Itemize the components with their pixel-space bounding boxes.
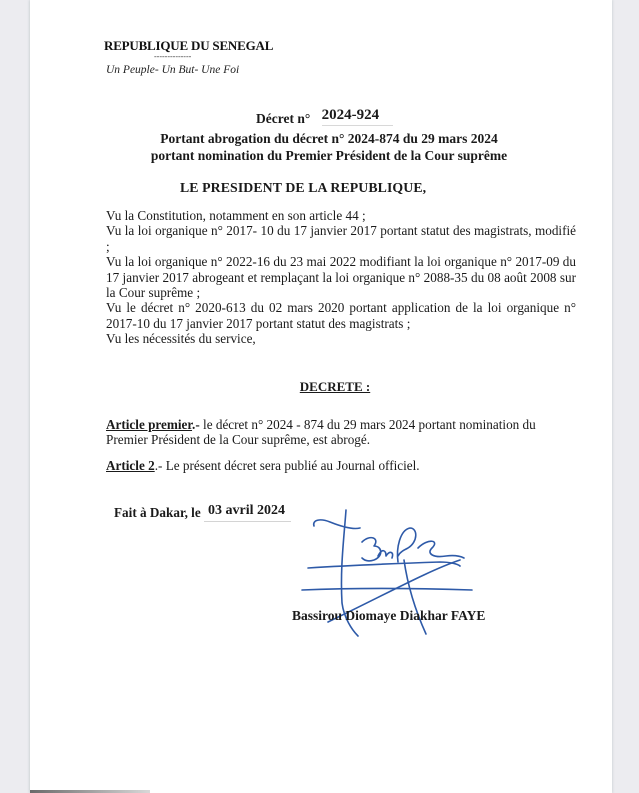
place-label: Fait à Dakar, le xyxy=(114,505,201,520)
article-separator: .- xyxy=(154,458,166,473)
visa-item: Vu le décret n° 2020-613 du 02 mars 2020 portant application de la loi organique n° 2017-10 du 17 janvier 2017 portant statut des magistrats ; xyxy=(106,300,576,331)
header-separator: -------------- xyxy=(154,52,192,61)
visa-item: Vu la loi organique n° 2022-16 du 23 mai 2022 modifiant la loi organique n° 2017-09 du 17 janvier 2017 abrogeant et remplaçant la loi organique n° 2088-35 du 08 août 2008 sur la Cour suprême ; xyxy=(106,254,576,301)
issuing-authority: LE PRESIDENT DE LA REPUBLIQUE, xyxy=(180,180,427,195)
place-and-date xyxy=(114,505,291,525)
article-text: Le présent décret sera publié au Journal officiel. xyxy=(165,458,420,473)
document-page xyxy=(30,0,612,793)
national-motto: Un Peuple- Un But- Une Foi xyxy=(106,64,240,76)
decree-title xyxy=(256,107,393,130)
visas-section xyxy=(106,208,576,347)
decree-label: Décret n° xyxy=(256,111,311,126)
date-value: 03 avril 2024 xyxy=(204,503,291,522)
decree-subtitle-line1: Portant abrogation du décret n° 2024-874 du 29 mars 2024 xyxy=(160,131,498,146)
signatory-name: Bassirou Diomaye Diakhar FAYE xyxy=(292,608,486,623)
visa-item: Vu la loi organique n° 2017- 10 du 17 janvier 2017 portant statut des magistrats, modifié ; xyxy=(106,223,576,254)
article-separator: .- xyxy=(192,417,204,432)
decrete-heading: DECRETE : xyxy=(299,379,371,394)
article-premier xyxy=(106,417,576,448)
country-header: REPUBLIQUE DU SENEGAL xyxy=(104,38,274,53)
decree-subtitle-line2: portant nomination du Premier Président de la Cour suprême xyxy=(150,148,508,163)
decree-number: 2024-924 xyxy=(322,107,394,126)
article-2 xyxy=(106,458,576,473)
article-label: Article 2 xyxy=(106,458,155,473)
article-text: le décret n° 2024 - 874 du 29 mars 2024 portant nomination du Premier Président de la Cour suprême, est abrogé. xyxy=(106,417,536,448)
visa-item: Vu les nécessités du service, xyxy=(106,331,256,347)
visa-item: Vu la Constitution, notamment en son article 44 ; xyxy=(106,208,366,223)
article-label: Article premier xyxy=(106,417,193,432)
